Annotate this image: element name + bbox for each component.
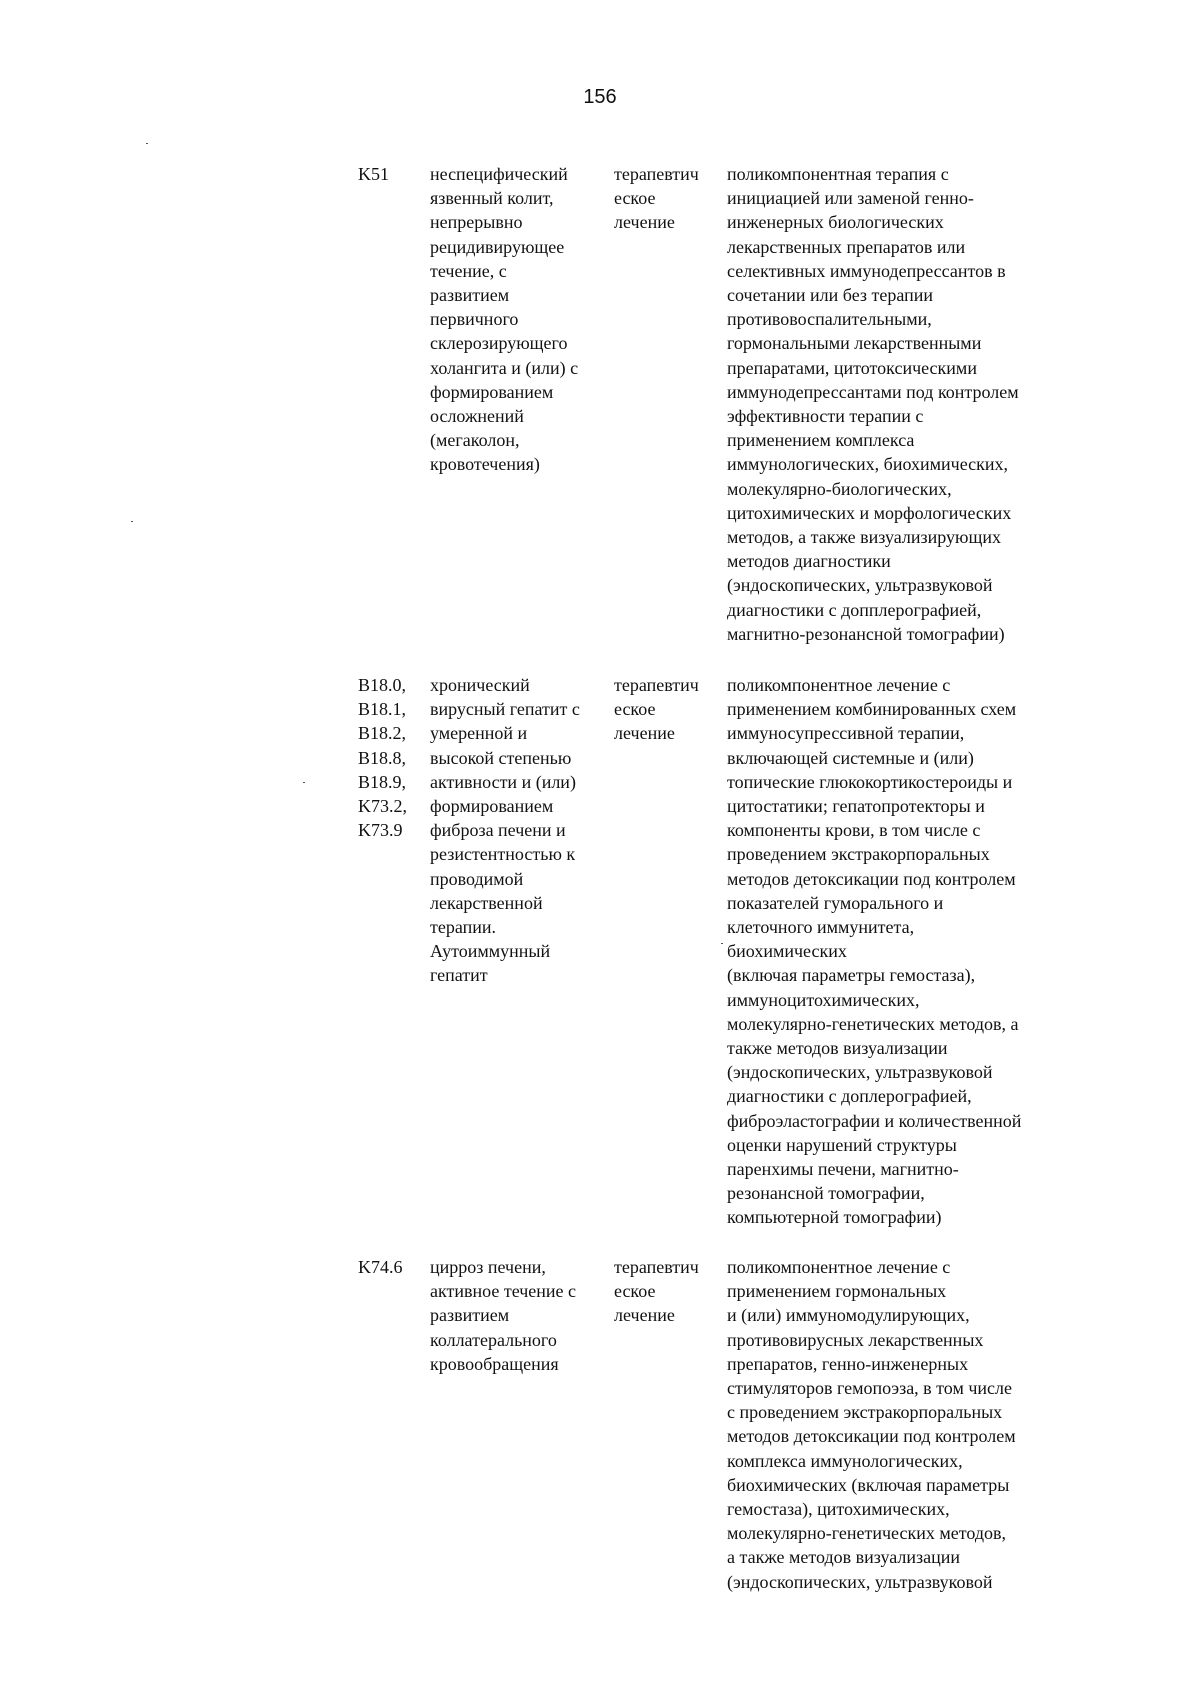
treatment-method: поликомпонентная терапия с инициацией или заменой генно- инженерных биологических лекарственных препаратов или селективных иммунодепрессантов в сочетании или без терапии противовоспалительными, гормональными лекарственными препаратами, цитотоксическими иммунодепрессантами под контролем эффективности терапии с применением комплекса иммунологических, биохимических, молекулярно-биологических, цитохимических и морфологических методов, а также визуализирующих методов диагностики (эндоскопических, ультразвуковой диагностики с допплерографией, магнитно-резонансной томографии) [727,164,1019,644]
scan-speck [303,782,305,783]
scan-speck [131,521,133,522]
treatment-method: поликомпонентное лечение с применением гормональных и (или) иммуномодулирующих, противовирусных лекарственных препаратов, генно-инженерных стимуляторов гемопоэза, в том числе с проведением экстракорпоральных методов детоксикации под контролем комплекса иммунологических, биохимических (включая параметры гемостаза), цитохимических, молекулярно-генетических методов, а также методов визуализации (эндоскопических, ультразвуковой [727,1257,1016,1592]
diagnosis-description: цирроз печени, активное течение с развитием коллатерального кровообращения [430,1257,577,1374]
treatment-method: поликомпонентное лечение с применением комбинированных схем иммуносупрессивной терапии, включающей системные и (или) топические глюкокортикостероиды и цитостатики; гепатопротекторы и компоненты крови, в том числе с проведением экстракорпоральных методов детоксикации под контролем показателей гуморального и клеточного иммунитета, биохимических (включая параметры гемостаза), иммуноцитохимических, молекулярно-генетических методов, а также методов визуализации (эндоскопических, ультразвуковой диагностики с доплерографией, фиброэластографии и количественной оценки нарушений структуры паренхимы печени, магнитно- резонансной томографии, компьютерной томографии) [727,675,1022,1228]
diagnosis-code: K51 [358,164,389,184]
diagnosis-description: хронический вирусный гепатит с умеренной и высокой степенью активности и (или) формированием фиброза печени и резистентностью к проводимой лекарственной терапии. Аутоиммунный гепатит [430,675,580,986]
diagnosis-code: B18.0, B18.1, B18.2, B18.8, B18.9, K73.2, K73.9 [358,675,407,841]
scan-speck [721,943,723,944]
diagnosis-code: K74.6 [358,1257,403,1277]
treatment-type: терапевтич еское лечение [614,675,699,744]
treatment-type: терапевтич еское лечение [614,164,699,233]
treatment-type: терапевтич еское лечение [614,1257,699,1326]
diagnosis-description: неспецифический язвенный колит, непрерывно рецидивирующее течение, с развитием первичного склерозирующего холангита и (или) с формированием осложнений (мегаколон, кровотечения) [430,164,579,475]
page-number: 156 [583,86,617,108]
scan-speck [146,143,148,144]
